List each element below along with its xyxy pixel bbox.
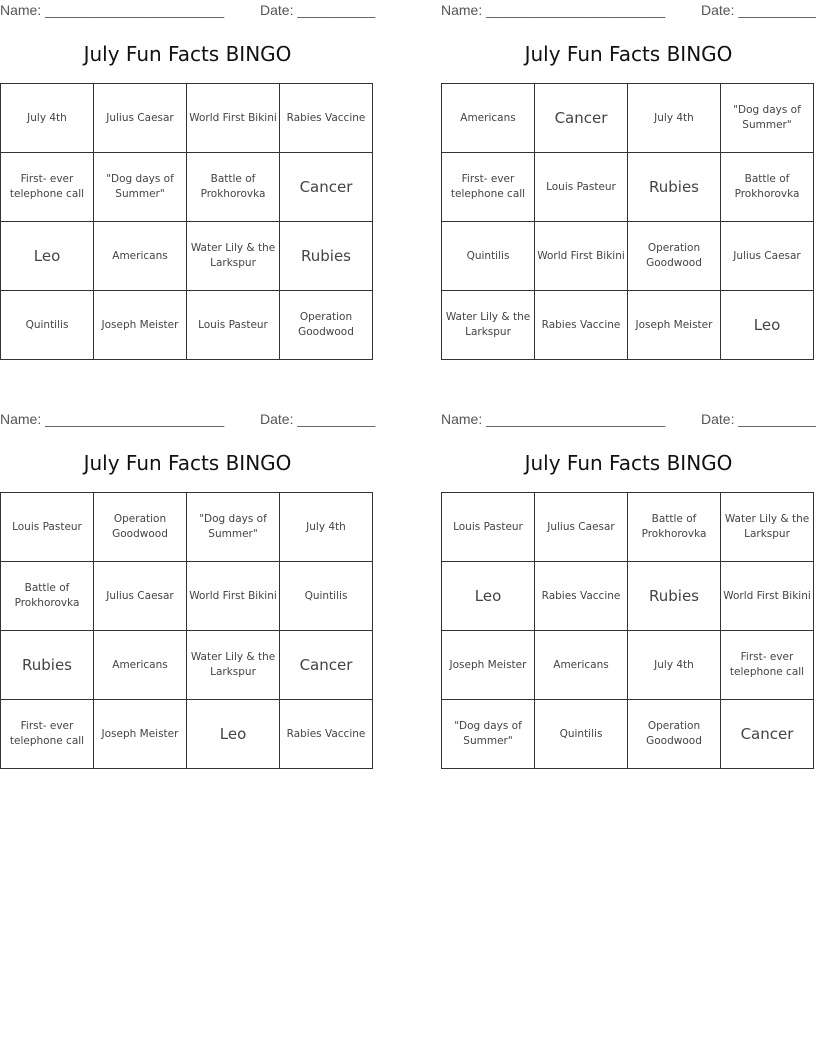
bingo-cell: July 4th xyxy=(1,84,94,153)
bingo-card-4 xyxy=(441,409,816,747)
bingo-cell: Joseph Meister xyxy=(628,291,721,360)
bingo-cell: Quintilis xyxy=(535,700,628,769)
grid-row xyxy=(442,562,814,631)
bingo-cell: Cancer xyxy=(535,84,628,153)
bingo-cell: Battle of Prokhorovka xyxy=(187,153,280,222)
bingo-cell: Louis Pasteur xyxy=(1,493,94,562)
date-field-label: Date: __________ xyxy=(260,2,376,18)
bingo-cell: July 4th xyxy=(628,631,721,700)
card-title: July Fun Facts BINGO xyxy=(524,42,733,66)
bingo-cell: Leo xyxy=(442,562,535,631)
bingo-cell: Americans xyxy=(442,84,535,153)
grid-row xyxy=(442,84,814,153)
bingo-cell: Battle of Prokhorovka xyxy=(628,493,721,562)
bingo-grid xyxy=(441,83,814,360)
bingo-cell: Water Lily & the Larkspur xyxy=(187,631,280,700)
bingo-cell: Leo xyxy=(721,291,814,360)
bingo-cell: World First Bikini xyxy=(535,222,628,291)
bingo-grid xyxy=(0,492,373,769)
bingo-cell: World First Bikini xyxy=(187,84,280,153)
bingo-cell: "Dog days of Summer" xyxy=(721,84,814,153)
bingo-cell: World First Bikini xyxy=(721,562,814,631)
bingo-cell: Operation Goodwood xyxy=(280,291,373,360)
grid-row xyxy=(1,700,373,769)
bingo-cell: Americans xyxy=(535,631,628,700)
grid-row xyxy=(442,700,814,769)
bingo-card-1 xyxy=(0,0,376,338)
card-title: July Fun Facts BINGO xyxy=(83,42,292,66)
bingo-cell: Louis Pasteur xyxy=(442,493,535,562)
grid-row xyxy=(1,291,373,360)
bingo-grid xyxy=(441,492,814,769)
bingo-card-2 xyxy=(441,0,816,338)
bingo-cell: First- ever telephone call xyxy=(1,700,94,769)
bingo-cell: Operation Goodwood xyxy=(94,493,187,562)
bingo-cell: Julius Caesar xyxy=(94,562,187,631)
grid-row xyxy=(442,631,814,700)
bingo-cell: "Dog days of Summer" xyxy=(442,700,535,769)
name-field-label: Name: _______________________ xyxy=(0,2,225,18)
bingo-cell: Rubies xyxy=(1,631,94,700)
bingo-cell: First- ever telephone call xyxy=(1,153,94,222)
name-field-label: Name: _______________________ xyxy=(0,411,225,427)
bingo-cell: World First Bikini xyxy=(187,562,280,631)
card-header xyxy=(441,409,816,433)
bingo-cell: Cancer xyxy=(280,631,373,700)
grid-row xyxy=(1,222,373,291)
bingo-cell: Water Lily & the Larkspur xyxy=(721,493,814,562)
bingo-cell: Rubies xyxy=(628,153,721,222)
bingo-cell: Americans xyxy=(94,222,187,291)
grid-row xyxy=(442,222,814,291)
date-field-label: Date: __________ xyxy=(701,2,816,18)
name-field-label: Name: _______________________ xyxy=(441,411,666,427)
card-header xyxy=(0,0,375,24)
bingo-cell: Julius Caesar xyxy=(535,493,628,562)
card-title: July Fun Facts BINGO xyxy=(83,451,292,475)
bingo-cell: Joseph Meister xyxy=(94,700,187,769)
bingo-cell: Operation Goodwood xyxy=(628,700,721,769)
bingo-cell: Quintilis xyxy=(280,562,373,631)
bingo-cell: Water Lily & the Larkspur xyxy=(442,291,535,360)
card-header xyxy=(0,409,375,433)
bingo-cell: Julius Caesar xyxy=(721,222,814,291)
bingo-cell: Rubies xyxy=(280,222,373,291)
date-field-label: Date: __________ xyxy=(260,411,376,427)
bingo-cell: Louis Pasteur xyxy=(187,291,280,360)
grid-row xyxy=(1,153,373,222)
bingo-cell: Joseph Meister xyxy=(442,631,535,700)
bingo-card-3 xyxy=(0,409,376,747)
bingo-cell: Rabies Vaccine xyxy=(535,562,628,631)
bingo-cell: July 4th xyxy=(628,84,721,153)
bingo-cell: Leo xyxy=(1,222,94,291)
grid-row xyxy=(1,631,373,700)
bingo-cell: "Dog days of Summer" xyxy=(94,153,187,222)
bingo-cell: Water Lily & the Larkspur xyxy=(187,222,280,291)
bingo-cell: Cancer xyxy=(280,153,373,222)
bingo-cell: First- ever telephone call xyxy=(721,631,814,700)
bingo-cell: Cancer xyxy=(721,700,814,769)
grid-row xyxy=(442,493,814,562)
bingo-cell: "Dog days of Summer" xyxy=(187,493,280,562)
grid-row xyxy=(442,153,814,222)
date-field-label: Date: __________ xyxy=(701,411,816,427)
bingo-cell: Battle of Prokhorovka xyxy=(1,562,94,631)
bingo-cell: Rabies Vaccine xyxy=(280,700,373,769)
bingo-cell: First- ever telephone call xyxy=(442,153,535,222)
card-header xyxy=(441,0,816,24)
bingo-cell: Joseph Meister xyxy=(94,291,187,360)
bingo-cell: Rabies Vaccine xyxy=(280,84,373,153)
bingo-cell: Louis Pasteur xyxy=(535,153,628,222)
bingo-cell: Operation Goodwood xyxy=(628,222,721,291)
bingo-cell: Quintilis xyxy=(1,291,94,360)
grid-row xyxy=(442,291,814,360)
name-field-label: Name: _______________________ xyxy=(441,2,666,18)
grid-row xyxy=(1,84,373,153)
bingo-cell: Quintilis xyxy=(442,222,535,291)
grid-row xyxy=(1,562,373,631)
bingo-grid xyxy=(0,83,373,360)
bingo-cell: July 4th xyxy=(280,493,373,562)
bingo-cell: Americans xyxy=(94,631,187,700)
bingo-cell: Battle of Prokhorovka xyxy=(721,153,814,222)
card-title: July Fun Facts BINGO xyxy=(524,451,733,475)
bingo-cell: Rabies Vaccine xyxy=(535,291,628,360)
grid-row xyxy=(1,493,373,562)
bingo-cell: Julius Caesar xyxy=(94,84,187,153)
bingo-cell: Rubies xyxy=(628,562,721,631)
bingo-cell: Leo xyxy=(187,700,280,769)
